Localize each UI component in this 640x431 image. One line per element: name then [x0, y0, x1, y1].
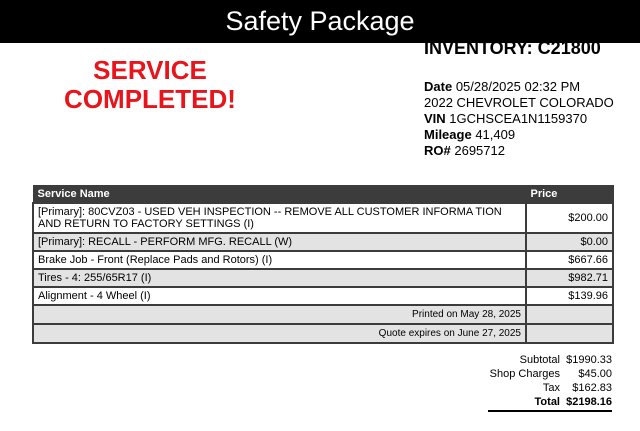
page-title: Safety Package	[0, 0, 640, 43]
total-value: $2198.16	[566, 396, 612, 408]
table-header-row	[33, 186, 613, 204]
service-name: Alignment - 4 Wheel (I)	[33, 287, 526, 305]
printed-row	[33, 305, 613, 324]
service-name: Tires - 4: 255/65R17 (I)	[33, 269, 526, 287]
mileage-label: Mileage	[424, 127, 472, 142]
date-label: Date	[424, 79, 453, 94]
quote-expiry: Quote expires on June 27, 2025	[33, 324, 526, 343]
table-row	[33, 203, 613, 233]
printed-date: Printed on May 28, 2025	[33, 305, 526, 324]
table-row	[33, 269, 613, 287]
service-price: $0.00	[526, 233, 613, 251]
service-price: $982.71	[526, 269, 613, 287]
total-label: Total	[534, 396, 560, 408]
mileage-value: 41,409	[475, 127, 516, 142]
date-row	[424, 79, 614, 95]
vin-label: VIN	[424, 111, 446, 126]
price-header: Price	[526, 186, 613, 204]
total-row	[488, 395, 612, 412]
vin-value: 1GCHSCEA1N1159370	[449, 111, 588, 126]
services-table	[32, 185, 614, 344]
ro-row	[424, 143, 614, 159]
vin-row	[424, 111, 614, 127]
shop-charges-value: $45.00	[578, 368, 612, 380]
service-price: $139.96	[526, 287, 613, 305]
service-name-header: Service Name	[33, 186, 526, 204]
service-price: $667.66	[526, 251, 613, 269]
tax-label: Tax	[542, 382, 560, 394]
table-row	[33, 287, 613, 305]
expires-row	[33, 324, 613, 343]
service-name: [Primary]: RECALL - PERFORM MFG. RECALL (W)	[33, 233, 526, 251]
status-line-2: COMPLETED!	[64, 84, 236, 114]
subtotal-row	[470, 353, 612, 367]
ro-value: 2695712	[454, 143, 505, 158]
tax-value: $162.83	[572, 382, 612, 394]
shop-charges-row	[470, 367, 612, 381]
table-row	[33, 233, 613, 251]
subtotal-value: $1990.33	[566, 354, 612, 366]
service-name: [Primary]: 80CVZ03 - USED VEH INSPECTION -- REMOVE ALL CUSTOMER INFORMA TION AND RETURN TO FACTORY SETTINGS (I)	[33, 203, 526, 233]
totals-block	[470, 353, 612, 412]
service-name: Brake Job - Front (Replace Pads and Rotors) (I)	[33, 251, 526, 269]
expires-empty-cell	[526, 324, 613, 343]
vehicle-name: 2022 CHEVROLET COLORADO	[424, 95, 614, 110]
shop-charges-label: Shop Charges	[489, 368, 560, 380]
printed-empty-cell	[526, 305, 613, 324]
mileage-row	[424, 127, 614, 143]
status-line-1: SERVICE	[93, 55, 207, 85]
service-price: $200.00	[526, 203, 613, 233]
status-banner	[40, 56, 260, 114]
subtotal-label: Subtotal	[519, 354, 560, 366]
tax-row	[470, 381, 612, 395]
vehicle-details	[424, 79, 614, 159]
ro-label: RO#	[424, 143, 451, 158]
table-row	[33, 251, 613, 269]
inventory-number: INVENTORY: C21800	[424, 38, 601, 58]
date-value: 05/28/2025 02:32 PM	[455, 79, 581, 94]
